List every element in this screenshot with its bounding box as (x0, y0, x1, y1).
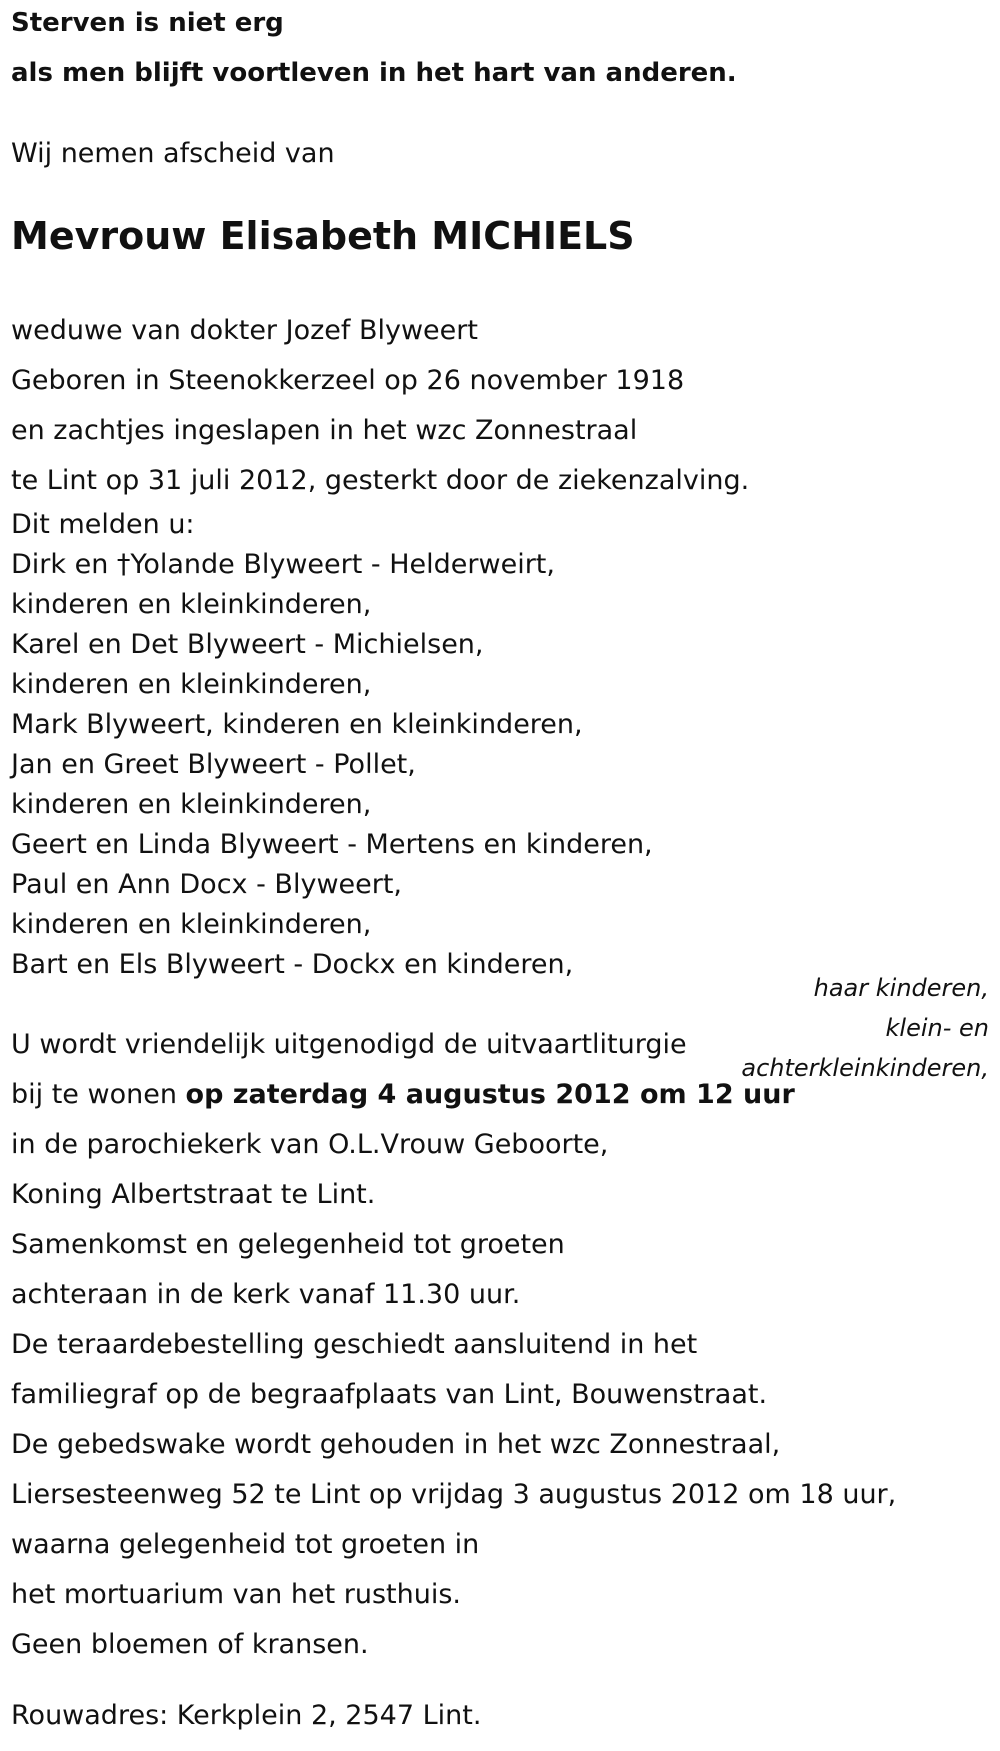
intro-text: Wij nemen afscheid van (11, 138, 335, 169)
announcer-line: Paul en Ann Docx - Blyweert, (11, 869, 403, 900)
funeral-line: familiegraf op de begraafplaats van Lint, Bouwenstraat. (11, 1379, 768, 1410)
funeral-details (11, 1020, 896, 1670)
motto-line-1: Sterven is niet erg (11, 8, 284, 38)
signature-line: klein- en (885, 1014, 989, 1042)
announcer-line: Dirk en †Yolande Blyweert - Helderweirt, (11, 549, 555, 580)
announcer-line: kinderen en kleinkinderen, (11, 909, 372, 940)
announcer-line: kinderen en kleinkinderen, (11, 589, 372, 620)
announcer-line: kinderen en kleinkinderen, (11, 669, 372, 700)
announcer-line: Geert en Linda Blyweert - Mertens en kinderen, (11, 829, 653, 860)
announcer-line: kinderen en kleinkinderen, (11, 789, 372, 820)
details-line: te Lint op 31 juli 2012, gesterkt door de ziekenzalving. (11, 465, 750, 496)
details-line: en zachtjes ingeslapen in het wzc Zonnestraal (11, 415, 638, 446)
funeral-date: op zaterdag 4 augustus 2012 om 12 uur (185, 1079, 795, 1110)
mourning-address: Rouwadres: Kerkplein 2, 2547 Lint. (11, 1700, 482, 1731)
details-line: Geboren in Steenokkerzeel op 26 november 1918 (11, 365, 685, 396)
announcer-line: Karel en Det Blyweert - Michielsen, (11, 629, 484, 660)
announcer-line: Mark Blyweert, kinderen en kleinkinderen, (11, 709, 583, 740)
funeral-date-prefix: bij te wonen (11, 1079, 186, 1110)
announcers-list (11, 505, 653, 985)
signature-line: achterkleinkinderen, (741, 1054, 989, 1082)
funeral-line: in de parochiekerk van O.L.Vrouw Geboorte, (11, 1129, 609, 1160)
announcer-line: Jan en Greet Blyweert - Pollet, (11, 749, 416, 780)
announcers-heading: Dit melden u: (11, 509, 195, 540)
funeral-line: het mortuarium van het rusthuis. (11, 1579, 462, 1610)
funeral-invitation-line: U wordt vriendelijk uitgenodigd de uitvaartliturgie (11, 1029, 687, 1060)
funeral-line: Koning Albertstraat te Lint. (11, 1179, 376, 1210)
deceased-details (11, 306, 749, 506)
deceased-name: Mevrouw Elisabeth MICHIELS (11, 214, 635, 258)
details-line: weduwe van dokter Jozef Blyweert (11, 315, 478, 346)
motto-line-2: als men blijft voortleven in het hart van anderen. (11, 58, 737, 88)
funeral-line: De gebedswake wordt gehouden in het wzc Zonnestraal, (11, 1429, 781, 1460)
funeral-line: Liersesteenweg 52 te Lint op vrijdag 3 augustus 2012 om 18 uur, (11, 1479, 897, 1510)
announcer-line: Bart en Els Blyweert - Dockx en kinderen, (11, 949, 574, 980)
funeral-line: achteraan in de kerk vanaf 11.30 uur. (11, 1279, 521, 1310)
funeral-date-line (11, 1070, 896, 1120)
funeral-line: Samenkomst en gelegenheid tot groeten (11, 1229, 565, 1260)
funeral-line: Geen bloemen of kransen. (11, 1629, 369, 1660)
signature-line: haar kinderen, (813, 974, 989, 1002)
funeral-line: waarna gelegenheid tot groeten in (11, 1529, 480, 1560)
funeral-line: De teraardebestelling geschiedt aansluitend in het (11, 1329, 698, 1360)
